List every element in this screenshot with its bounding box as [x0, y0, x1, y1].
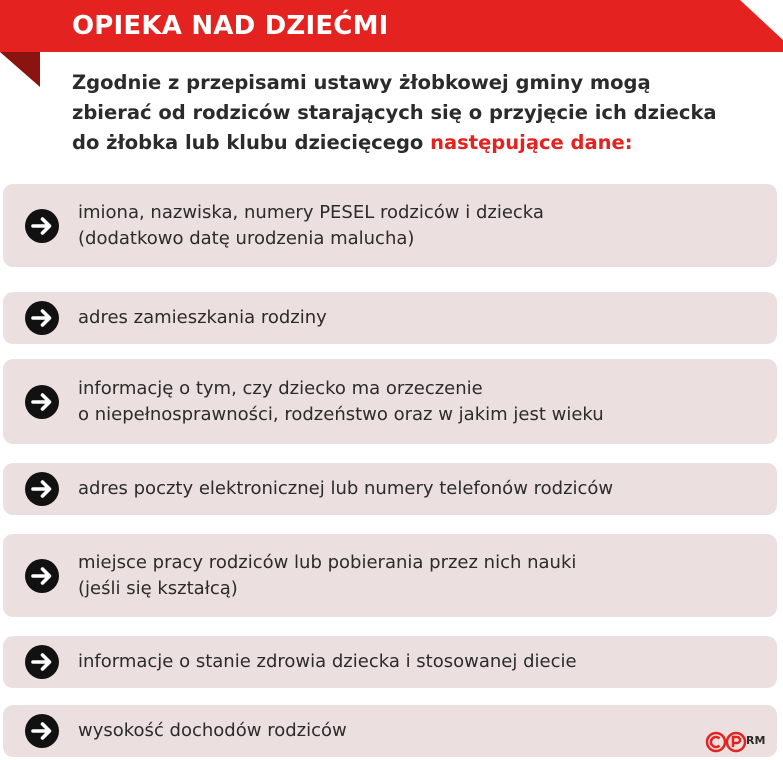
list-item-line: informację o tym, czy dziecko ma orzeczenie	[78, 377, 483, 399]
cp-logo-icon	[705, 731, 777, 753]
page-title: OPIEKA NAD DZIEĆMI	[72, 11, 389, 41]
list-item-text	[78, 718, 347, 744]
arrow-right-icon	[25, 559, 59, 593]
list-item	[3, 292, 777, 344]
list-item-line: wysokość dochodów rodziców	[78, 720, 347, 741]
arrow-right-icon	[25, 472, 59, 506]
list-item	[3, 463, 777, 515]
list-item	[3, 636, 777, 688]
list-item-text	[78, 476, 613, 502]
list-item-line: miejsce pracy rodziców lub pobierania przez nich nauki	[78, 551, 577, 573]
list-item-line: adres zamieszkania rodziny	[78, 307, 327, 328]
list-item-text	[78, 305, 327, 331]
intro-line-3	[72, 128, 778, 158]
list-item-line: o niepełnosprawności, rodzeństwo oraz w jakim jest wieku	[78, 403, 604, 425]
intro-line-2: zbierać od rodziców starających się o przyjęcie ich dziecka	[72, 101, 717, 124]
list-item	[3, 184, 777, 267]
header-banner	[0, 0, 783, 52]
list-item-text	[78, 200, 544, 252]
intro-line-3-prefix: do żłobka lub klubu dziecięcego	[72, 131, 431, 154]
arrow-right-icon	[25, 714, 59, 748]
list-item-text	[78, 550, 576, 602]
list-item	[3, 359, 777, 444]
list-item-line: adres poczty elektronicznej lub numery telefonów rodziców	[78, 478, 614, 499]
list-item-line: (dodatkowo datę urodzenia malucha)	[78, 227, 415, 249]
list-item-text	[78, 376, 604, 428]
list-item-text	[78, 649, 577, 675]
arrow-right-icon	[25, 385, 59, 419]
intro-line-1: Zgodnie z przepisami ustawy żłobkowej gminy mogą	[72, 71, 651, 94]
list-item	[3, 705, 777, 757]
list-item	[3, 534, 777, 617]
intro-highlight: następujące dane:	[430, 131, 633, 154]
intro-text	[72, 68, 778, 158]
author-initials: RM	[746, 734, 766, 747]
list-item-line: informacje o stanie zdrowia dziecka i stosowanej diecie	[78, 651, 577, 672]
arrow-right-icon	[25, 301, 59, 335]
arrow-right-icon	[25, 209, 59, 243]
list-item-line: imiona, nazwiska, numery PESEL rodziców i dziecka	[78, 201, 544, 223]
list-item-line: (jeśli się kształcą)	[78, 577, 238, 599]
arrow-right-icon	[25, 645, 59, 679]
